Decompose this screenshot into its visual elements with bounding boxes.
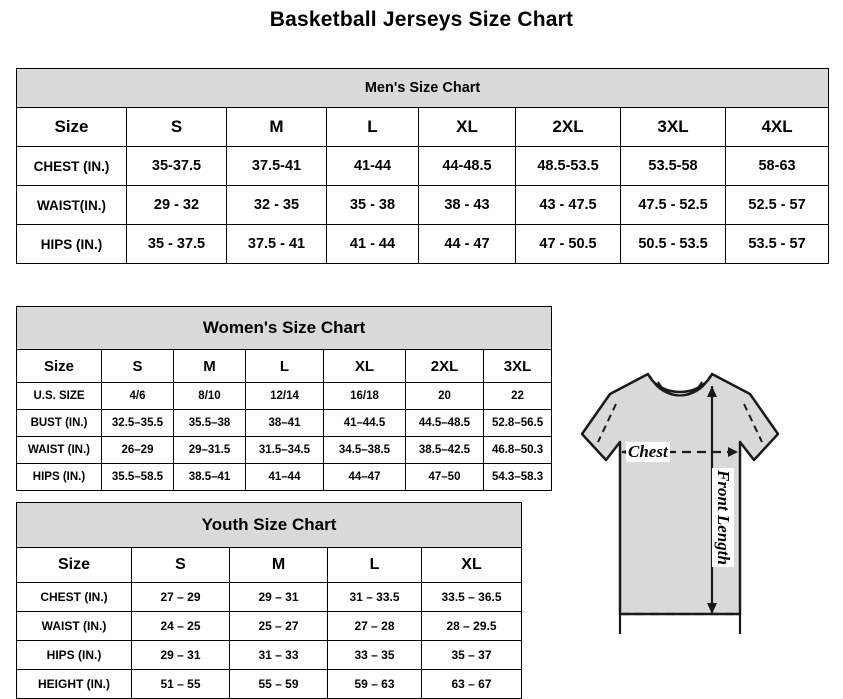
row-label: HIPS (IN.) (17, 641, 132, 670)
column-header-l: L (328, 548, 422, 583)
cell: 20 (406, 383, 484, 410)
row-label: WAIST(IN.) (17, 186, 127, 225)
table-row (17, 670, 522, 699)
cell: 46.8–50.3 (484, 437, 552, 464)
jersey-illustration-icon (540, 356, 840, 676)
column-header-size: Size (17, 350, 102, 383)
table-row (17, 410, 552, 437)
table-header-band (17, 503, 522, 548)
page-title: Basketball Jerseys Size Chart (269, 8, 574, 31)
cell: 54.3–58.3 (484, 464, 552, 491)
column-header-l: L (327, 108, 419, 147)
cell: 35.5–58.5 (102, 464, 174, 491)
column-header-size: Size (17, 548, 132, 583)
table-row-sizes (17, 548, 522, 583)
cell: 26–29 (102, 437, 174, 464)
cell: 32.5–35.5 (102, 410, 174, 437)
cell: 47 - 50.5 (516, 225, 621, 264)
cell: 29–31.5 (174, 437, 246, 464)
cell: 31.5–34.5 (246, 437, 324, 464)
cell: 38.5–42.5 (406, 437, 484, 464)
row-label: BUST (IN.) (17, 410, 102, 437)
cell: 44-48.5 (419, 147, 516, 186)
column-header-2xl: 2XL (406, 350, 484, 383)
cell: 52.5 - 57 (726, 186, 829, 225)
cell: 53.5-58 (621, 147, 726, 186)
row-label: U.S. SIZE (17, 383, 102, 410)
row-label: CHEST (IN.) (17, 147, 127, 186)
row-label: HIPS (IN.) (17, 464, 102, 491)
table-row (17, 225, 829, 264)
table-row (17, 612, 522, 641)
cell: 44–47 (324, 464, 406, 491)
cell: 4/6 (102, 383, 174, 410)
cell: 16/18 (324, 383, 406, 410)
column-header-s: S (102, 350, 174, 383)
cell: 27 – 28 (328, 612, 422, 641)
table-row (17, 186, 829, 225)
cell: 29 – 31 (230, 583, 328, 612)
cell: 33.5 – 36.5 (422, 583, 522, 612)
womens-size-chart-table (16, 306, 552, 491)
cell: 43 - 47.5 (516, 186, 621, 225)
cell: 44 - 47 (419, 225, 516, 264)
column-header-m: M (174, 350, 246, 383)
cell: 25 – 27 (230, 612, 328, 641)
table-row (17, 147, 829, 186)
cell: 55 – 59 (230, 670, 328, 699)
column-header-l: L (246, 350, 324, 383)
cell: 38.5–41 (174, 464, 246, 491)
cell: 28 – 29.5 (422, 612, 522, 641)
youth-chart-heading: Youth Size Chart (17, 503, 522, 548)
column-header-4xl: 4XL (726, 108, 829, 147)
cell: 41 - 44 (327, 225, 419, 264)
cell: 37.5-41 (227, 147, 327, 186)
row-label: HIPS (IN.) (17, 225, 127, 264)
cell: 31 – 33.5 (328, 583, 422, 612)
table-row (17, 641, 522, 670)
chest-measure-label: Chest (628, 442, 668, 461)
table-header-band (17, 69, 829, 108)
cell: 29 – 31 (132, 641, 230, 670)
column-header-3xl: 3XL (484, 350, 552, 383)
cell: 22 (484, 383, 552, 410)
table-row (17, 464, 552, 491)
column-header-xl: XL (422, 548, 522, 583)
cell: 34.5–38.5 (324, 437, 406, 464)
womens-chart-heading: Women's Size Chart (17, 307, 552, 350)
column-header-m: M (230, 548, 328, 583)
cell: 27 – 29 (132, 583, 230, 612)
cell: 38–41 (246, 410, 324, 437)
cell: 48.5-53.5 (516, 147, 621, 186)
table-row-sizes (17, 108, 829, 147)
cell: 37.5 - 41 (227, 225, 327, 264)
column-header-m: M (227, 108, 327, 147)
cell: 41–44.5 (324, 410, 406, 437)
cell: 24 – 25 (132, 612, 230, 641)
cell: 47.5 - 52.5 (621, 186, 726, 225)
table-header-band (17, 307, 552, 350)
cell: 35 - 38 (327, 186, 419, 225)
cell: 31 – 33 (230, 641, 328, 670)
column-header-2xl: 2XL (516, 108, 621, 147)
cell: 29 - 32 (127, 186, 227, 225)
cell: 35 - 37.5 (127, 225, 227, 264)
mens-chart-heading: Men's Size Chart (17, 69, 829, 108)
shirt-measurement-diagram (540, 356, 840, 676)
cell: 63 – 67 (422, 670, 522, 699)
mens-size-chart-table (16, 68, 829, 264)
cell: 35 – 37 (422, 641, 522, 670)
cell: 38 - 43 (419, 186, 516, 225)
column-header-xl: XL (324, 350, 406, 383)
cell: 35.5–38 (174, 410, 246, 437)
column-header-3xl: 3XL (621, 108, 726, 147)
youth-size-chart-table (16, 502, 522, 699)
row-label: HEIGHT (IN.) (17, 670, 132, 699)
cell: 59 – 63 (328, 670, 422, 699)
column-header-s: S (132, 548, 230, 583)
row-label: WAIST (IN.) (17, 437, 102, 464)
cell: 44.5–48.5 (406, 410, 484, 437)
cell: 51 – 55 (132, 670, 230, 699)
table-row (17, 583, 522, 612)
cell: 58-63 (726, 147, 829, 186)
cell: 33 – 35 (328, 641, 422, 670)
column-header-xl: XL (419, 108, 516, 147)
cell: 41–44 (246, 464, 324, 491)
cell: 32 - 35 (227, 186, 327, 225)
column-header-size: Size (17, 108, 127, 147)
cell: 52.8–56.5 (484, 410, 552, 437)
table-row-sizes (17, 350, 552, 383)
column-header-s: S (127, 108, 227, 147)
cell: 53.5 - 57 (726, 225, 829, 264)
front-length-measure-label: Front Length (714, 470, 733, 565)
cell: 50.5 - 53.5 (621, 225, 726, 264)
cell: 41-44 (327, 147, 419, 186)
cell: 35-37.5 (127, 147, 227, 186)
cell: 12/14 (246, 383, 324, 410)
cell: 8/10 (174, 383, 246, 410)
table-row (17, 383, 552, 410)
table-row (17, 437, 552, 464)
row-label: CHEST (IN.) (17, 583, 132, 612)
cell: 47–50 (406, 464, 484, 491)
row-label: WAIST (IN.) (17, 612, 132, 641)
